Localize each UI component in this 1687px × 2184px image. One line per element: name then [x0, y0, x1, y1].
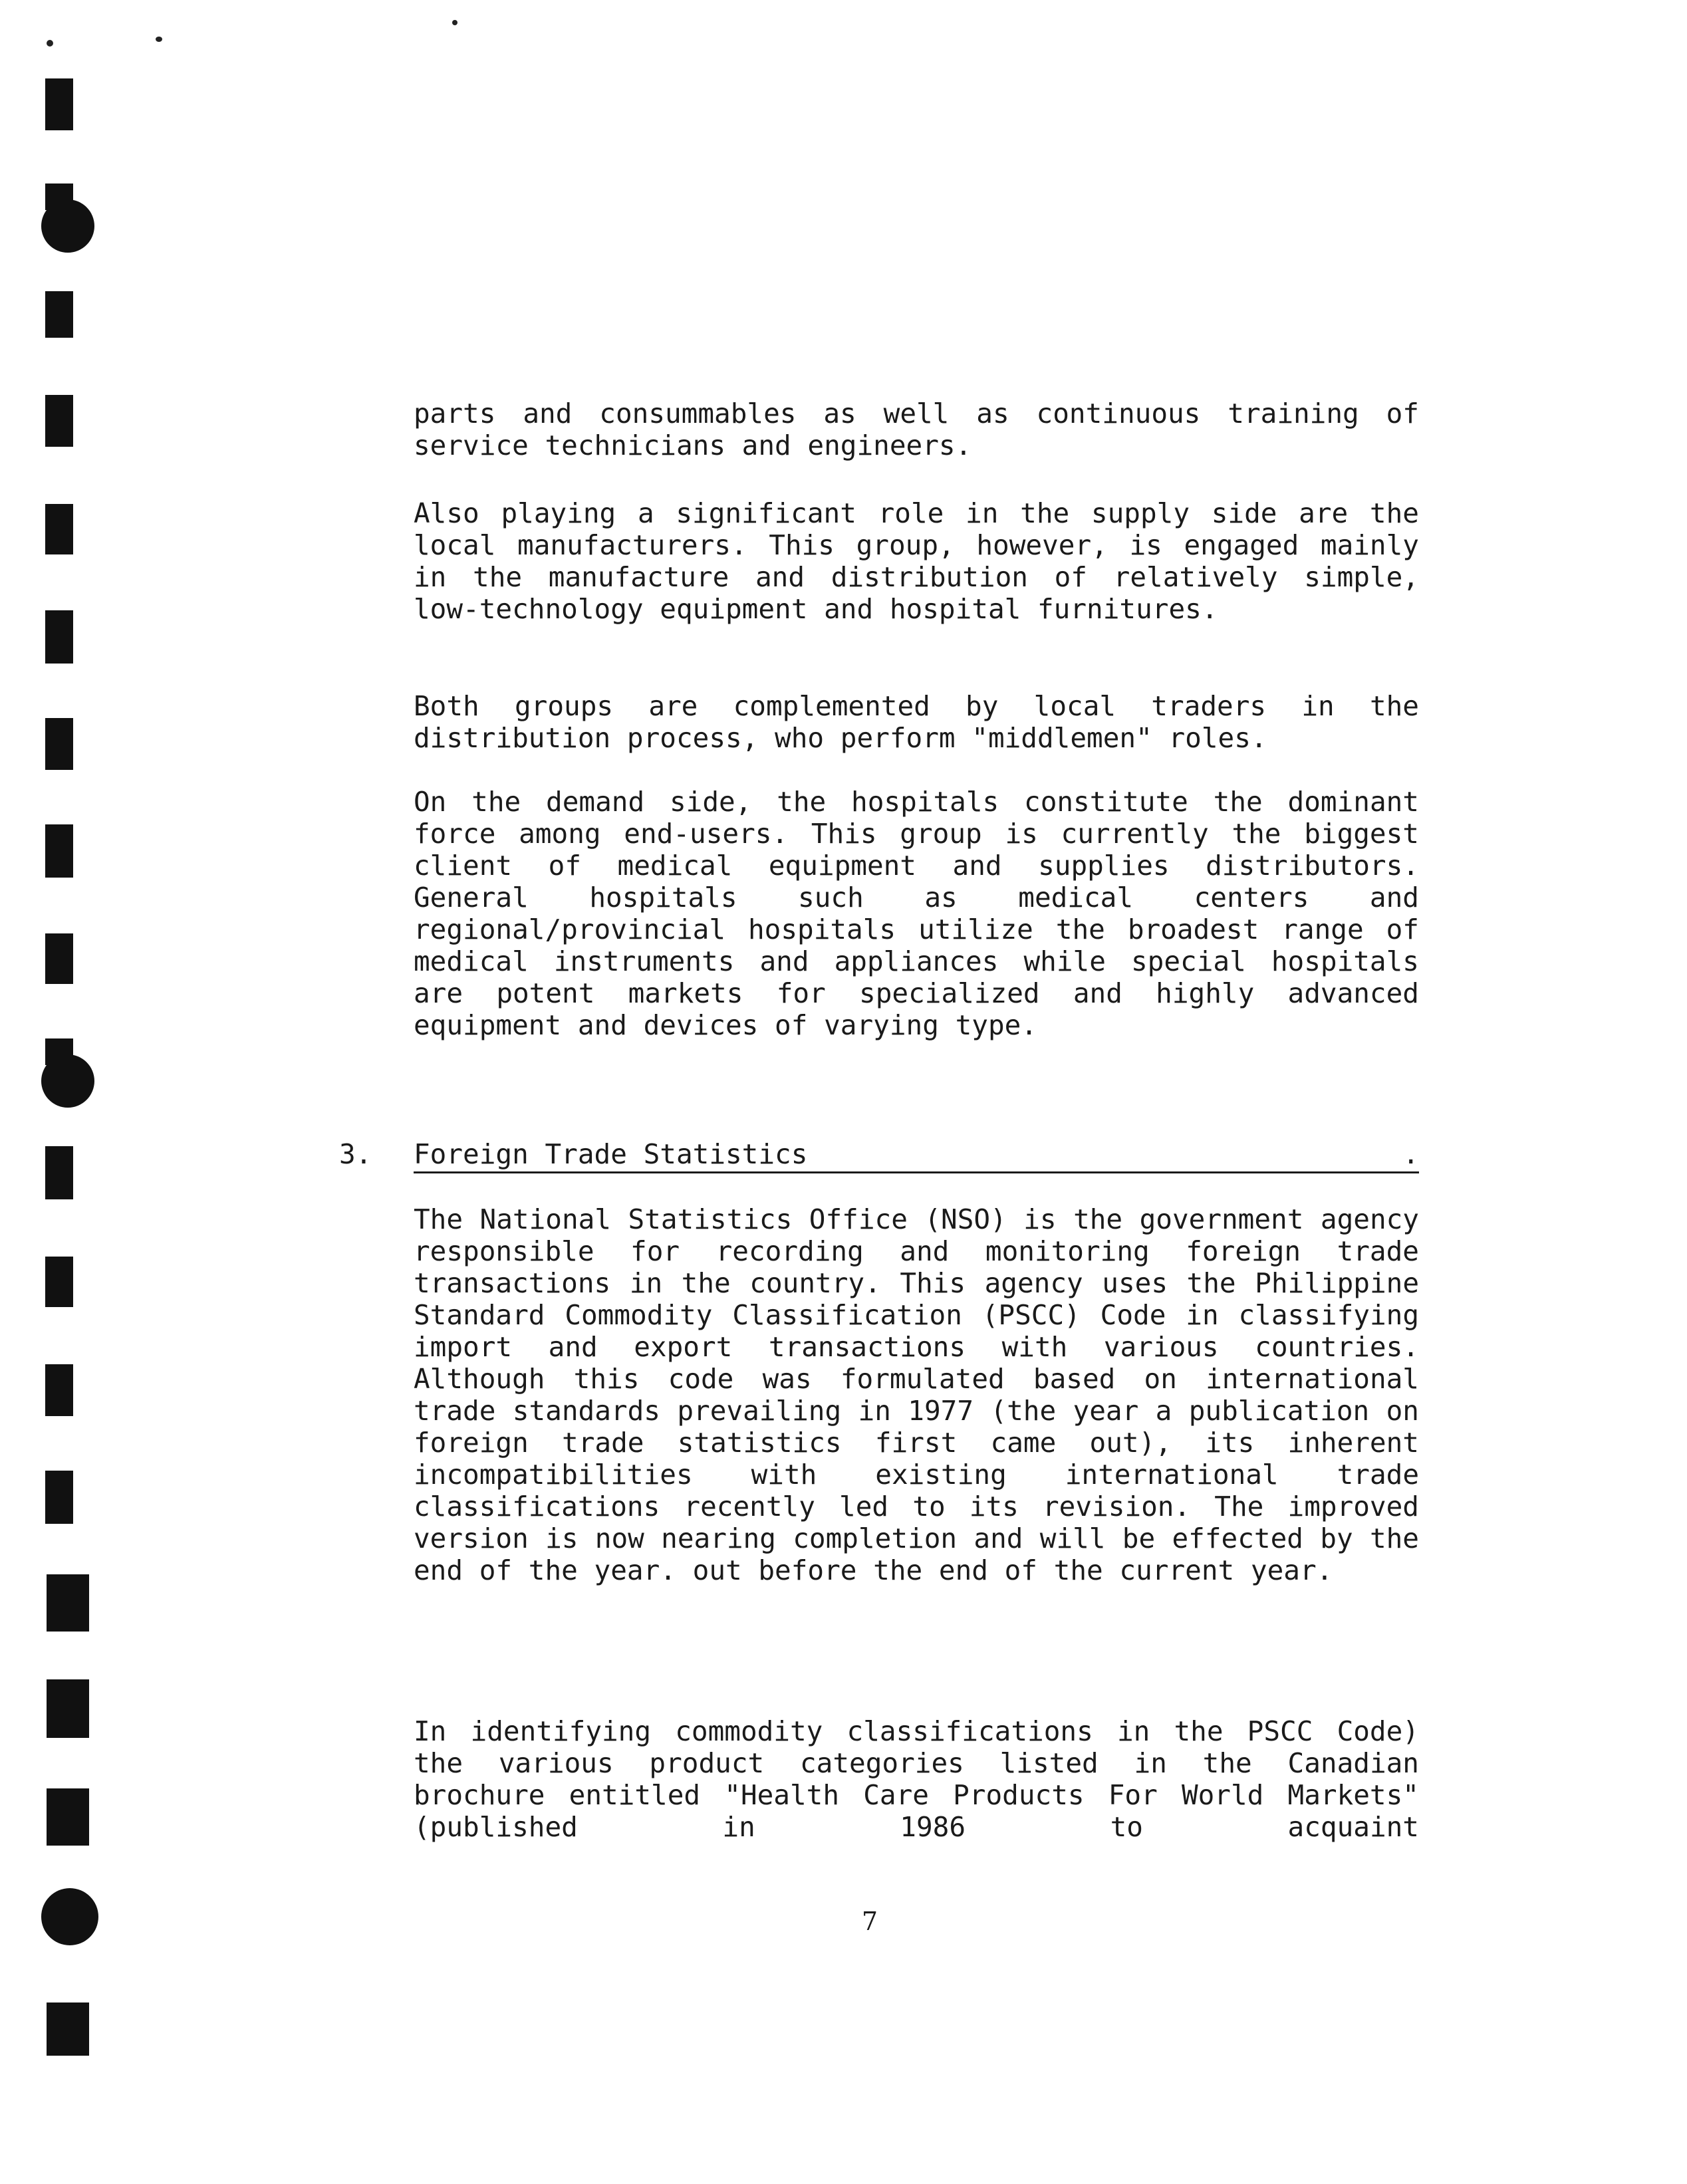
paragraph-text: Both groups are complemented by local traders in the distribution process, who perform "middlemen" roles. — [414, 690, 1419, 754]
binding-mark — [45, 1146, 73, 1199]
paragraph — [414, 1203, 1419, 1586]
section-title: Foreign Trade Statistics — [414, 1138, 808, 1170]
scan-speck — [452, 20, 457, 25]
binding-mark — [45, 1364, 73, 1416]
binding-mark — [47, 1574, 89, 1632]
binding-holes — [41, 0, 101, 2184]
paragraph-text: The National Statistics Office (NSO) is the government agency responsible for recording and monitoring foreign trade transactions in the country. This agency uses the Philippine Standard Commodity Classification (PSCC) Code in classifying import and export transactions with various countries. Although this code was formulated based on international trade standards prevailing in 1977 (the year a publication on foreign trade statistics first came out), its inherent incompatibilities with existing international trade classifications recently led to its revision. The improved version is now nearing completion and will be effected by the end of the year. out before the end of the current year. — [414, 1203, 1419, 1586]
binding-mark — [45, 183, 73, 210]
binding-mark — [47, 1788, 89, 1846]
binding-mark — [45, 395, 73, 447]
binding-mark — [45, 78, 73, 130]
binding-mark — [47, 1679, 89, 1738]
paragraph — [414, 1715, 1419, 1843]
binding-mark — [45, 933, 73, 984]
paragraph-text: Also playing a significant role in the supply side are the local manufacturers. This group, however, is engaged mainly in the manufacture and distribution of relatively simple, low-technology equipment and hospital furnitures. — [414, 497, 1419, 625]
binding-mark — [45, 291, 73, 338]
section-trailing-mark: . — [1402, 1138, 1419, 1170]
paragraph-text: In identifying commodity classifications in the PSCC Code) the various product categories listed in the Canadian brochure entitled "Health Care Products For World Markets" (published in 1986 to acquaint — [414, 1715, 1419, 1843]
section-title-underlined — [414, 1138, 1419, 1173]
binding-hole — [41, 1888, 98, 1945]
binding-mark — [45, 504, 73, 554]
section-number: 3. — [339, 1138, 372, 1170]
paragraph — [414, 786, 1419, 1041]
paragraph-text: On the demand side, the hospitals constitute the dominant force among end-users. This group is currently the biggest client of medical equipment and supplies distributors. General hospitals such as medical centers and regional/provincial hospitals utilize the broadest range of medical instruments and appliances while special hospitals are potent markets for specialized and highly advanced equipment and devices of varying type. — [414, 786, 1419, 1041]
binding-mark — [45, 824, 73, 878]
binding-mark — [47, 2002, 89, 2056]
paragraph-text: parts and consummables as well as continuous training of service technicians and engineers. — [414, 398, 1419, 461]
paragraph — [414, 690, 1419, 754]
binding-mark — [45, 718, 73, 770]
section-heading — [339, 1138, 1419, 1173]
binding-mark — [45, 1471, 73, 1524]
page-number: 7 — [861, 1907, 878, 1936]
paragraph — [414, 398, 1419, 461]
paragraph — [414, 497, 1419, 625]
binding-mark — [45, 610, 73, 664]
scan-speck — [47, 40, 53, 47]
scan-speck — [156, 37, 162, 42]
binding-mark — [45, 1257, 73, 1307]
binding-mark — [45, 1038, 73, 1065]
